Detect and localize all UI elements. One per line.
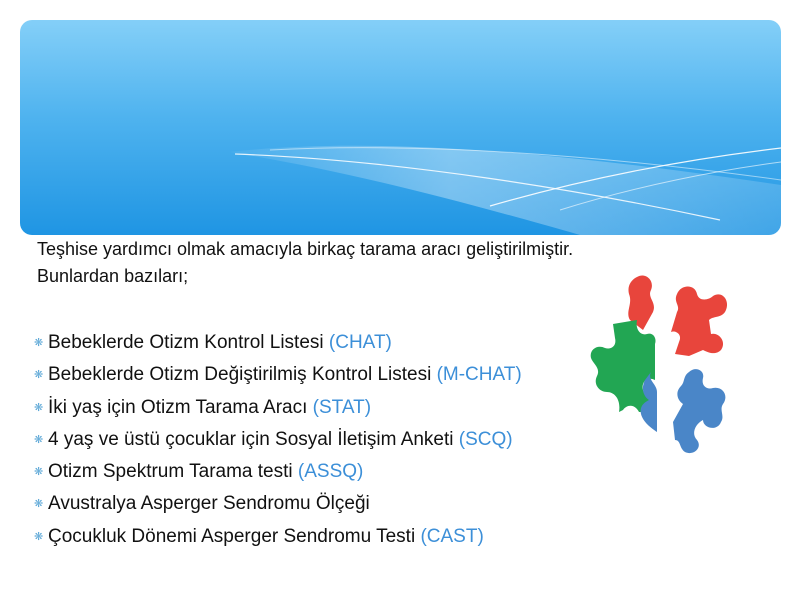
intro-line-2: Bunlardan bazıları; xyxy=(37,266,189,286)
list-item xyxy=(34,327,522,359)
list-item xyxy=(34,521,522,553)
screening-tools-list xyxy=(34,327,522,553)
header-banner xyxy=(20,20,781,235)
item-text: 4 yaş ve üstü çocuklar için Sosyal İletişim Anketi xyxy=(48,428,459,450)
item-text: İki yaş için Otizm Tarama Aracı xyxy=(48,396,313,418)
puzzle-piece-green xyxy=(591,320,656,412)
bullet-icon: ❋ xyxy=(34,337,44,349)
item-abbr: (ASSQ) xyxy=(297,461,364,483)
bullet-icon: ❋ xyxy=(34,530,44,543)
item-abbr: (STAT) xyxy=(312,396,372,418)
bullet-icon: ❋ xyxy=(34,369,44,382)
list-item xyxy=(34,424,522,456)
item-text: Bebeklerde Otizm Değiştirilmiş Kontrol Listesi xyxy=(48,364,437,386)
item-text: Otizm Spektrum Tarama testi xyxy=(48,461,298,483)
puzzle-piece-red-right xyxy=(671,287,727,357)
bullet-icon: ❋ xyxy=(34,498,44,511)
item-abbr: (CAST) xyxy=(420,525,484,547)
puzzle-pieces-icon xyxy=(585,272,735,457)
intro-line-1: Teşhise yardımcı olmak amacıyla birkaç tarama aracı geliştirilmiştir. xyxy=(37,239,574,259)
item-text: Bebeklerde Otizm Kontrol Listesi xyxy=(48,332,329,353)
item-abbr: (SCQ) xyxy=(458,428,513,450)
bullet-icon: ❋ xyxy=(34,401,44,414)
banner-swoosh-icon xyxy=(20,20,781,235)
bullet-icon: ❋ xyxy=(34,433,44,446)
list-item xyxy=(34,392,522,424)
item-abbr: (CHAT) xyxy=(328,332,392,353)
bullet-icon: ❋ xyxy=(34,466,44,479)
list-item xyxy=(34,488,522,520)
list-item xyxy=(34,456,522,488)
item-text: Çocukluk Dönemi Asperger Sendromu Testi xyxy=(48,525,421,547)
puzzle-piece-blue-right xyxy=(673,369,725,453)
item-abbr: (M-CHAT) xyxy=(436,364,522,386)
list-item xyxy=(34,359,522,391)
item-text: Avustralya Asperger Sendromu Ölçeği xyxy=(48,493,370,515)
